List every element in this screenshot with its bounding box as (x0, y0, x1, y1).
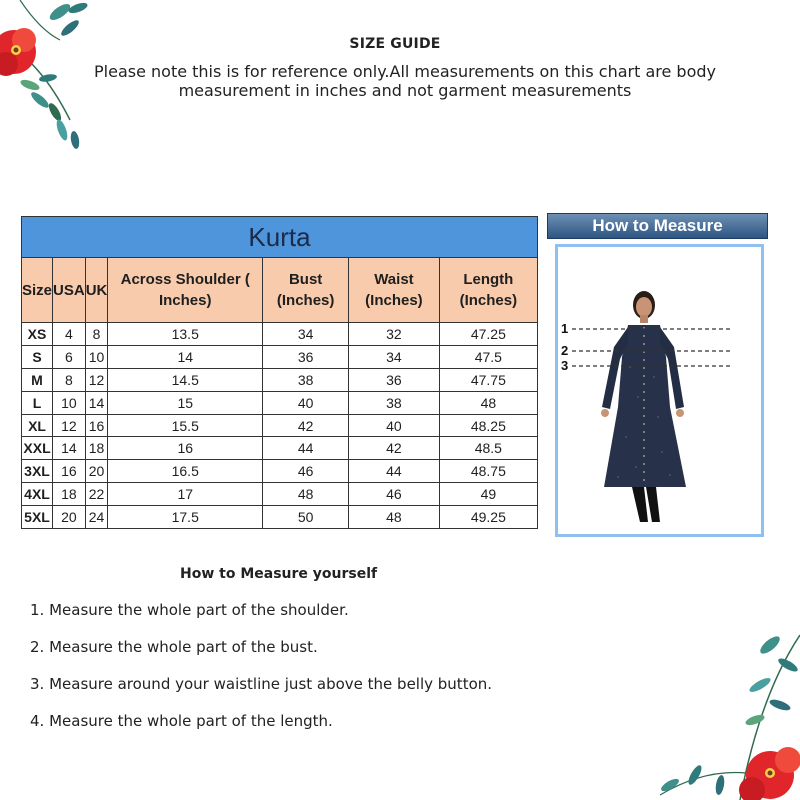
table-row (22, 506, 538, 529)
value-cell: 40 (263, 391, 349, 414)
value-cell: 18 (85, 437, 108, 460)
column-header: Length (Inches) (439, 258, 537, 323)
size-cell: 4XL (22, 483, 53, 506)
value-cell: 14 (85, 391, 108, 414)
value-cell: 49.25 (439, 506, 537, 529)
column-header: UK (85, 258, 108, 323)
value-cell: 46 (263, 460, 349, 483)
table-row (22, 414, 538, 437)
value-cell: 20 (53, 506, 86, 529)
value-cell: 16.5 (108, 460, 263, 483)
value-cell: 15 (108, 391, 263, 414)
value-cell: 48 (349, 506, 440, 529)
column-header: Across Shoulder ( Inches) (108, 258, 263, 323)
marker-bust: 2 (561, 343, 569, 358)
value-cell: 46 (349, 483, 440, 506)
instruction-item: 4. Measure the whole part of the length. (30, 712, 333, 730)
value-cell: 17 (108, 483, 263, 506)
value-cell: 44 (349, 460, 440, 483)
value-cell: 16 (53, 460, 86, 483)
value-cell: 48.5 (439, 437, 537, 460)
column-header: Size (22, 258, 53, 323)
instruction-item: 3. Measure around your waistline just above the belly button. (30, 675, 493, 693)
table-row (22, 323, 538, 346)
instructions-title: How to Measure yourself (180, 566, 378, 582)
value-cell: 24 (85, 506, 108, 529)
value-cell: 15.5 (108, 414, 263, 437)
value-cell: 48.75 (439, 460, 537, 483)
size-cell: XXL (22, 437, 53, 460)
how-to-measure-banner: How to Measure (547, 213, 768, 239)
value-cell: 49 (439, 483, 537, 506)
value-cell: 16 (108, 437, 263, 460)
value-cell: 34 (349, 345, 440, 368)
value-cell: 47.25 (439, 323, 537, 346)
value-cell: 40 (349, 414, 440, 437)
column-header: USA (53, 258, 86, 323)
value-cell: 14 (53, 437, 86, 460)
floral-decoration-bottom-right (630, 625, 800, 800)
value-cell: 47.5 (439, 345, 537, 368)
value-cell: 36 (263, 345, 349, 368)
value-cell: 14.5 (108, 368, 263, 391)
value-cell: 18 (53, 483, 86, 506)
table-header-row (22, 258, 538, 323)
value-cell: 12 (53, 414, 86, 437)
value-cell: 34 (263, 323, 349, 346)
column-header: Bust (Inches) (263, 258, 349, 323)
value-cell: 50 (263, 506, 349, 529)
size-table (21, 216, 538, 529)
value-cell: 8 (53, 368, 86, 391)
value-cell: 38 (349, 391, 440, 414)
value-cell: 48 (263, 483, 349, 506)
value-cell: 42 (349, 437, 440, 460)
table-caption-row (22, 217, 538, 258)
value-cell: 12 (85, 368, 108, 391)
value-cell: 16 (85, 414, 108, 437)
value-cell: 47.75 (439, 368, 537, 391)
table-body (22, 323, 538, 529)
value-cell: 22 (85, 483, 108, 506)
size-cell: L (22, 391, 53, 414)
size-cell: M (22, 368, 53, 391)
marker-shoulder: 1 (561, 321, 569, 336)
value-cell: 17.5 (108, 506, 263, 529)
value-cell: 6 (53, 345, 86, 368)
value-cell: 20 (85, 460, 108, 483)
size-cell: XL (22, 414, 53, 437)
value-cell: 14 (108, 345, 263, 368)
instruction-item: 1. Measure the whole part of the shoulder. (30, 601, 349, 619)
value-cell: 10 (85, 345, 108, 368)
table-row (22, 460, 538, 483)
value-cell: 42 (263, 414, 349, 437)
size-cell: S (22, 345, 53, 368)
value-cell: 4 (53, 323, 86, 346)
reference-note (40, 62, 770, 100)
value-cell: 10 (53, 391, 86, 414)
value-cell: 44 (263, 437, 349, 460)
table-caption: Kurta (22, 217, 538, 258)
table-row (22, 483, 538, 506)
value-cell: 38 (263, 368, 349, 391)
table-row (22, 345, 538, 368)
value-cell: 8 (85, 323, 108, 346)
column-header: Waist (Inches) (349, 258, 440, 323)
table-row (22, 391, 538, 414)
page-title: SIZE GUIDE (349, 36, 441, 52)
instruction-item: 2. Measure the whole part of the bust. (30, 638, 318, 656)
table-row (22, 437, 538, 460)
size-cell: 5XL (22, 506, 53, 529)
marker-waist: 3 (561, 358, 569, 373)
value-cell: 36 (349, 368, 440, 391)
instructions-list (30, 601, 492, 749)
value-cell: 32 (349, 323, 440, 346)
model-illustration (558, 247, 761, 534)
size-cell: 3XL (22, 460, 53, 483)
value-cell: 48.25 (439, 414, 537, 437)
value-cell: 13.5 (108, 323, 263, 346)
reference-note-line-1: Please note this is for reference only.All measurements on this chart are body (94, 62, 716, 81)
reference-note-line-2: measurement in inches and not garment measurements (178, 81, 632, 100)
size-cell: XS (22, 323, 53, 346)
how-to-measure-figure (555, 244, 764, 537)
value-cell: 48 (439, 391, 537, 414)
table-row (22, 368, 538, 391)
